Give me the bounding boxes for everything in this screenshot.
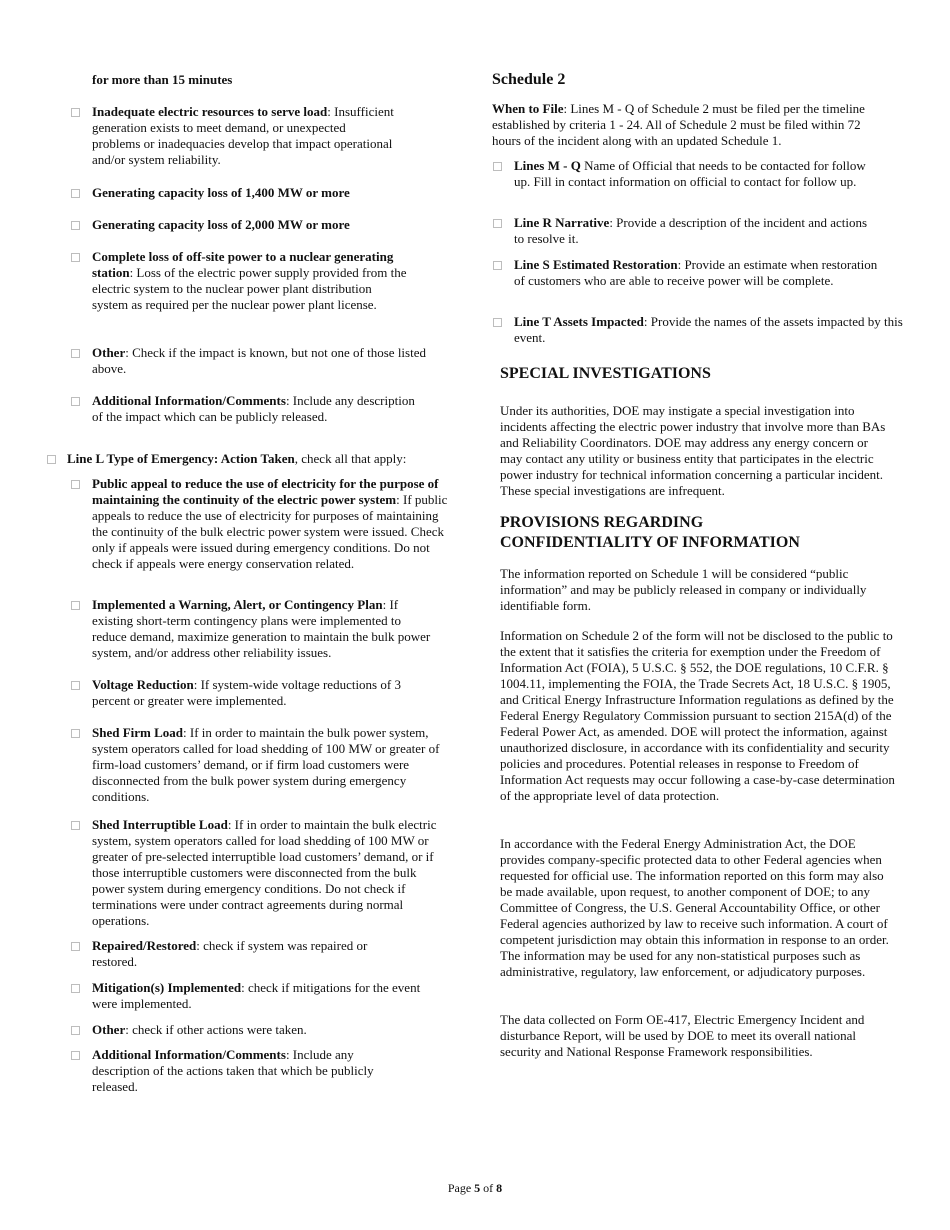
checkbox[interactable] [493,162,502,171]
checkbox[interactable] [71,1026,80,1035]
provisions-heading-line1: PROVISIONS REGARDING [500,514,704,531]
checkbox[interactable] [71,221,80,230]
checkbox[interactable] [493,219,502,228]
provisions-paragraph-2: In accordance with the Federal Energy Administration Act, the DOE provides company-specific protected data to other Federal agencies when requested for official use. The information reported on this form may also be made available, upon request, to another component of DOE; to any Committee of Congress, the U.S. General Accountability Office, or other Federal agencies authorized by law to receive such information. A court of competent jurisdiction may obtain this information in response to an order. The information may be used for any non-statistical purposes such as administrative, regulatory, law enforcement, or adjudicatory purposes. [500,836,889,979]
checkbox[interactable] [71,480,80,489]
checkbox[interactable] [71,253,80,262]
provisions-heading-line2: CONFIDENTIALITY OF INFORMATION [500,534,800,551]
special-investigations-heading: SPECIAL INVESTIGATIONS [500,365,711,382]
checkbox[interactable] [71,942,80,951]
checkbox[interactable] [71,108,80,117]
provisions-paragraph-0: The information reported on Schedule 1 will be considered “public information” and may be publicly released in company or individually identifiable form. [500,566,867,613]
schedule2-heading: Schedule 2 [492,71,566,88]
checkbox[interactable] [71,189,80,198]
checkbox[interactable] [47,455,56,464]
checkbox[interactable] [493,261,502,270]
continuation-text: for more than 15 minutes [92,72,233,87]
checkbox[interactable] [493,318,502,327]
page-total: 8 [496,1181,503,1195]
special-investigations-text: Under its authorities, DOE may instigate a special investigation into incidents affecting the electric power industry that involve more than BAs and Reliability Coordinators. DOE may address any energy concern or may contact any utility or business entity that participates in the electric power industry for technical information concerning a particular incident. These special investigations are infrequent. [500,403,886,498]
checkbox[interactable] [71,601,80,610]
provisions-paragraph-1: Information on Schedule 2 of the form will not be disclosed to the public to the extent that it satisfies the criteria for exemption under the Freedom of Information Act (FOIA), 5 U.S.C. § 552, the DOE regulations, 10 C.F.R. § 1004.11, implementing the FOIA, the Trade Secrets Act, 18 U.S.C. § 1905, and Critical Energy Infrastructure Information regulations as defined by the Federal Energy Regulatory Commission pursuant to section 215A(d) of the Federal Power Act, as amended. DOE will protect the information, against unauthorized disclosure, in accordance with its confidentiality and security policies and procedures. Potential releases in response to Freedom of Information Act requests may occur following a case-by-case determination of the appropriate level of data protection. [500,628,895,803]
page-number: 5 [474,1181,481,1195]
checkbox[interactable] [71,729,80,738]
checkbox[interactable] [71,984,80,993]
checkbox[interactable] [71,349,80,358]
checkbox[interactable] [71,681,80,690]
provisions-paragraph-3: The data collected on Form OE-417, Electric Emergency Incident and disturbance Report, will be used by DOE to meet its overall national security and National Response Framework responsibilities. [500,1012,865,1059]
when-to-file: When to File: Lines M - Q of Schedule 2 must be filed per the timeline established by criteria 1 - 24. All of Schedule 2 must be filed within 72 hours of the incident along with an updated Schedule 1. [492,101,865,148]
checkbox[interactable] [71,821,80,830]
checkbox[interactable] [71,397,80,406]
checkbox[interactable] [71,1051,80,1060]
page-footer: Page 5 of 8 [447,1181,503,1195]
